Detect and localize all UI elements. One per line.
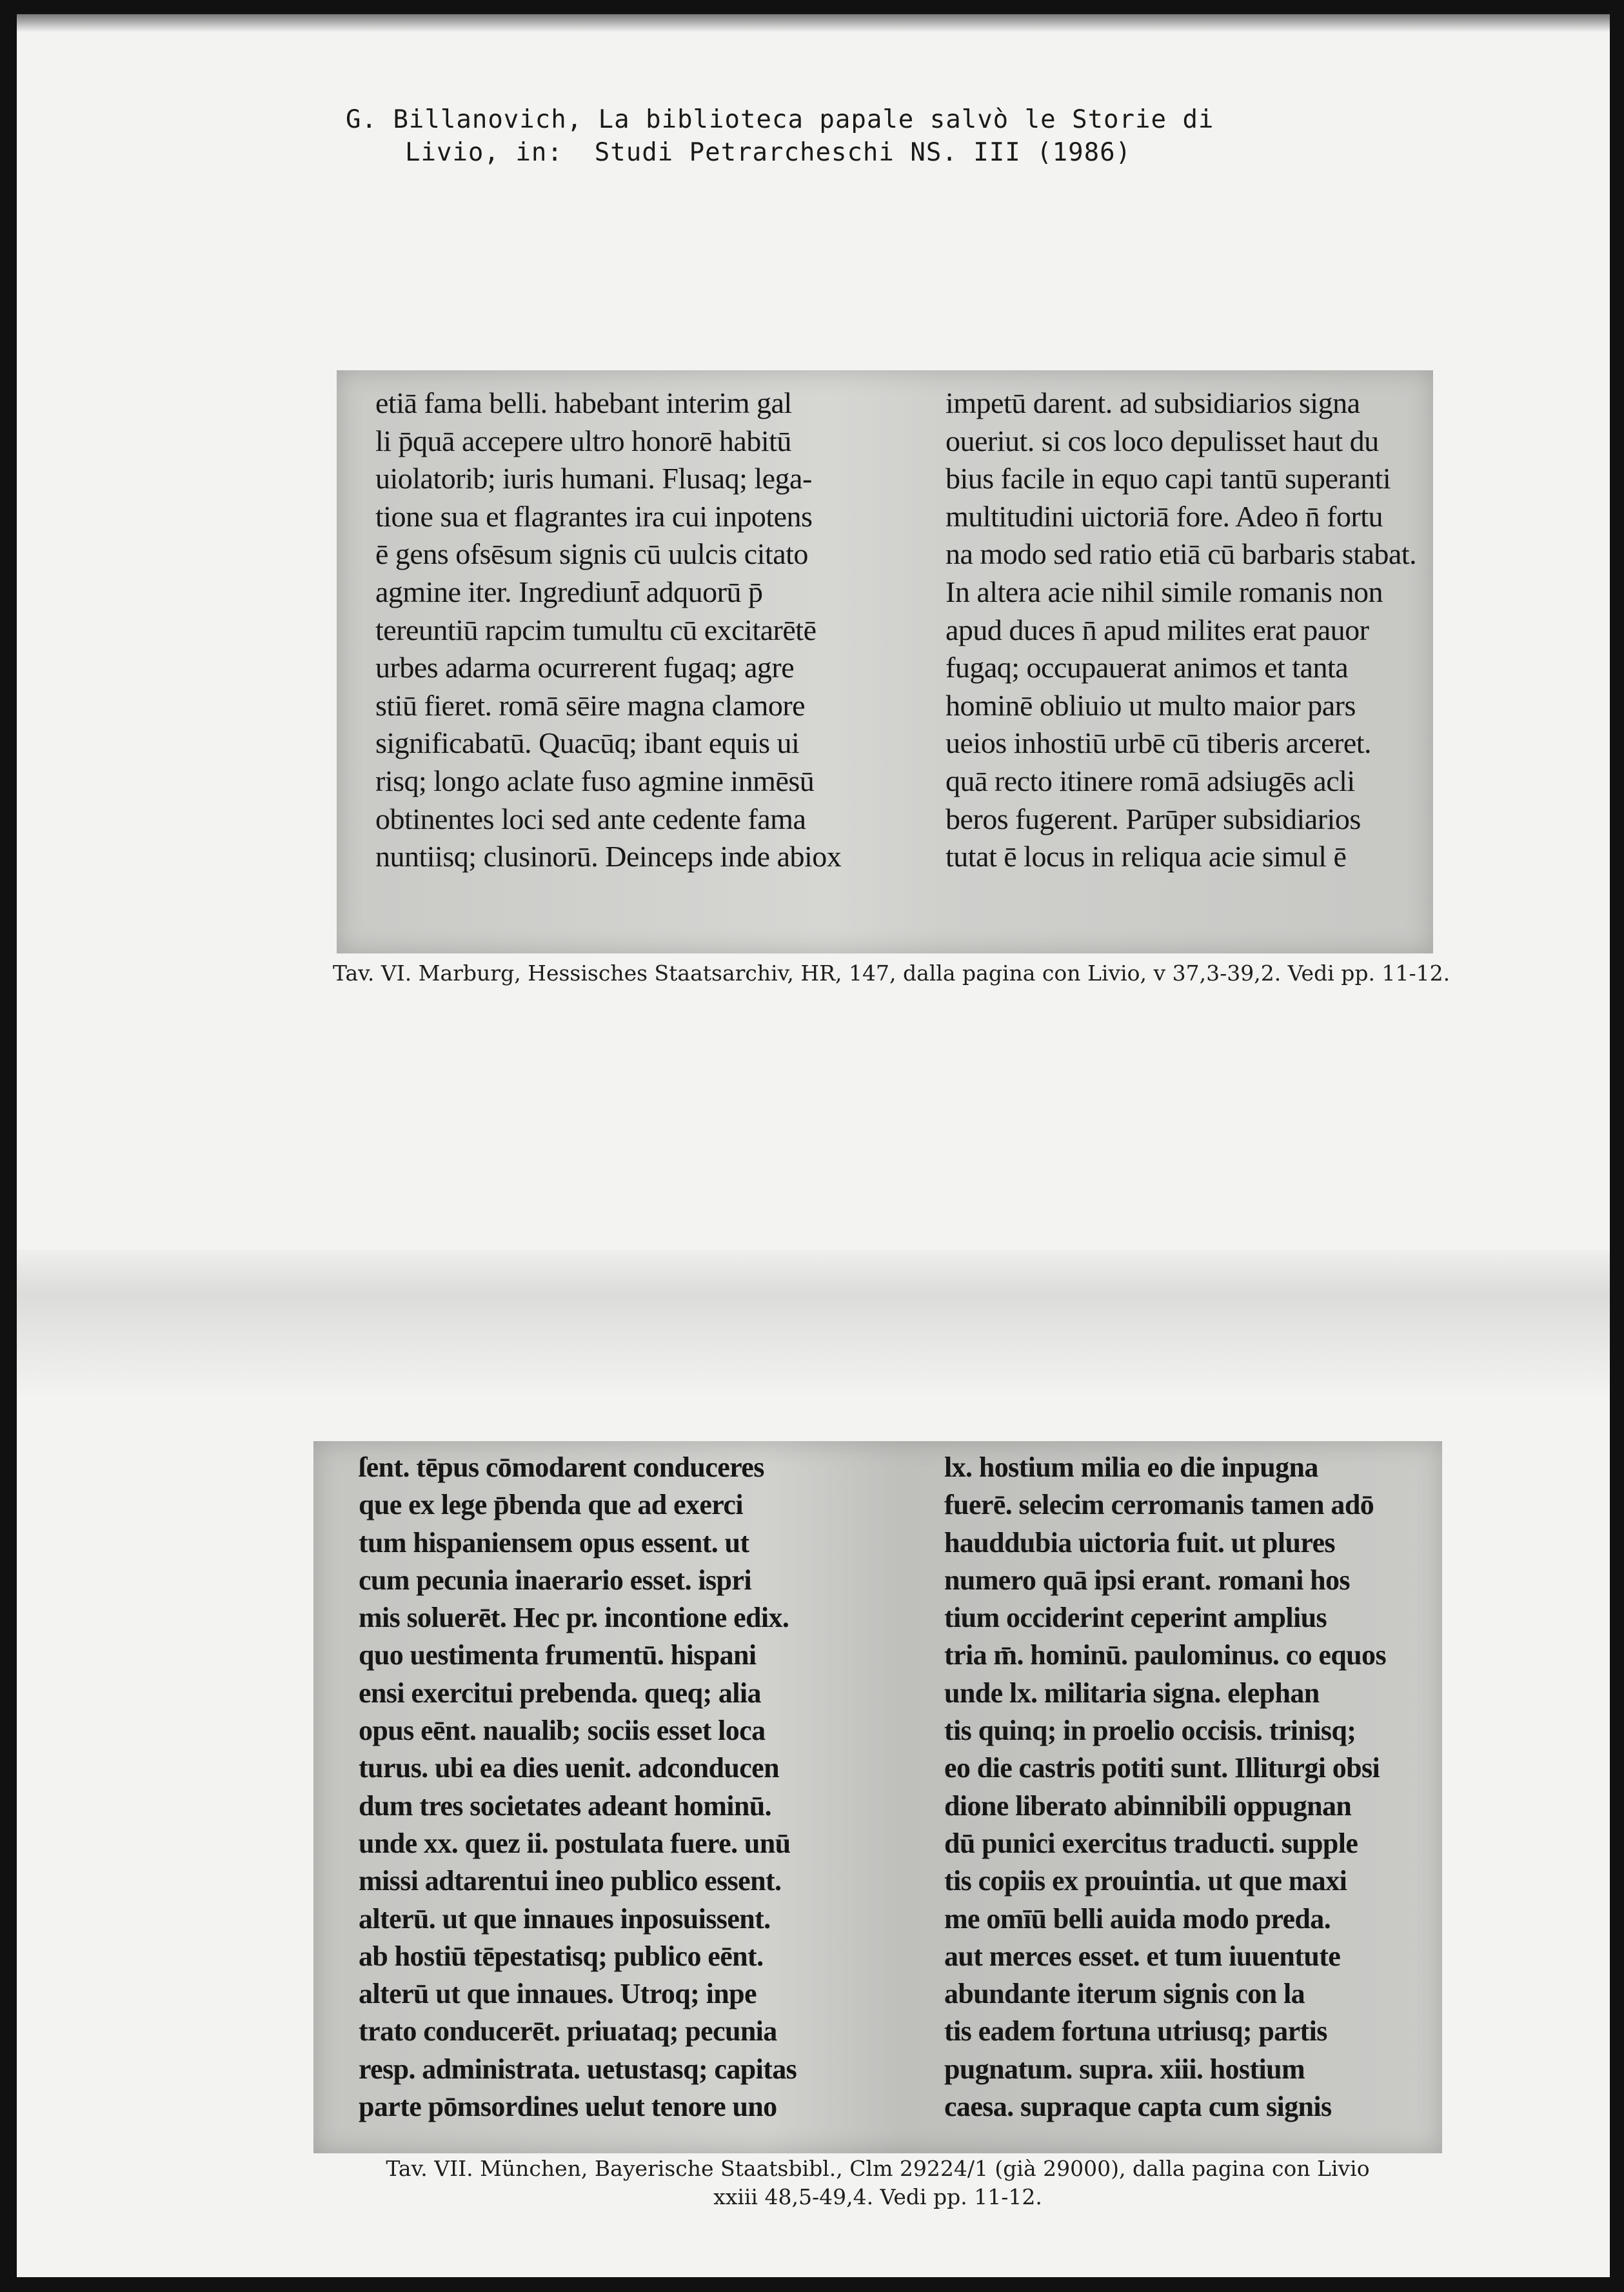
manuscript-line: ensi exercitui prebenda. queq; alia bbox=[359, 1677, 761, 1709]
manuscript-line: hauddubia uictoria fuit. ut plures bbox=[944, 1526, 1335, 1559]
manuscript-line: turus. ubi ea dies uenit. adconducen bbox=[359, 1752, 779, 1784]
manuscript-line: fuerē. selecim cerromanis tamen adō bbox=[944, 1489, 1374, 1521]
manuscript-line: risq; longo aclate fuso agmine inmēsū bbox=[375, 764, 815, 797]
manuscript-line: In altera acie nihil simile romanis non bbox=[946, 575, 1383, 608]
manuscript-line: eo die castris potiti sunt. Illiturgi obsi bbox=[944, 1752, 1380, 1784]
manuscript-line: missi adtarentui ineo publico essent. bbox=[359, 1865, 782, 1897]
manuscript-line: abundante iterum signis con la bbox=[944, 1978, 1305, 2010]
manuscript-line: uiolatorib; iuris humani. Flusaq; lega- bbox=[375, 462, 812, 495]
manuscript-line: cum pecunia inaerario esset. ispri bbox=[359, 1564, 751, 1596]
manuscript-line: li p̄quā accepere ultro honorē habitū bbox=[375, 424, 791, 457]
manuscript-line: significabatū. Quacūq; ibant equis ui bbox=[375, 726, 800, 760]
manuscript-line: caesa. supraque capta cum signis bbox=[944, 2091, 1332, 2123]
manuscript-line: resp. administrata. uetustasq; capitas bbox=[359, 2053, 797, 2085]
manuscript-line: hominē obliuio ut multo maior pars bbox=[946, 688, 1356, 722]
manuscript-line: dum tres societates adeant hominū. bbox=[359, 1789, 772, 1822]
manuscript-line: alterū ut que innaues. Utroq; inpe bbox=[359, 1978, 757, 2010]
manuscript-line: que ex lege p̄benda que ad exerci bbox=[359, 1489, 743, 1521]
manuscript-plate-vii bbox=[313, 1441, 1442, 2153]
manuscript-line: ueios inhostiū urbē cū tiberis arceret. bbox=[946, 726, 1372, 760]
manuscript-line: aut merces esset. et tum iuuentute bbox=[944, 1940, 1341, 1972]
manuscript-line: dū punici exercitus traducti. supple bbox=[944, 1827, 1358, 1859]
scanned-page bbox=[17, 14, 1610, 2277]
manuscript-line: ē gens ofsēsum signis cū uulcis citato bbox=[375, 537, 808, 571]
manuscript-line: multitudini uictoriā fore. Adeo n̄ fortu bbox=[946, 499, 1383, 533]
plate-vii-caption-line-2: xxiii 48,5-49,4. Vedi pp. 11-12. bbox=[713, 2184, 1042, 2209]
manuscript-line: beros fugerent. Parūper subsidiarios bbox=[946, 802, 1361, 835]
manuscript-line: pugnatum. supra. xiii. hostium bbox=[944, 2053, 1305, 2085]
header-line-1: G. Billanovich, La biblioteca papale salvò le Storie di bbox=[346, 105, 1214, 134]
manuscript-line: me omīū belli auida modo preda. bbox=[944, 1902, 1331, 1935]
manuscript-plate-vi bbox=[337, 370, 1433, 953]
manuscript-line: nuntiisq; clusinorū. Deinceps inde abiox bbox=[375, 840, 842, 873]
manuscript-line: ab hostiū tēpestatisq; publico eēnt. bbox=[359, 1940, 764, 1972]
manuscript-line: tutat ē locus in reliqua acie simul ē bbox=[946, 840, 1347, 873]
manuscript-line: alterū. ut que innaues inposuissent. bbox=[359, 1902, 771, 1935]
manuscript-line: impetū darent. ad subsidiarios signa bbox=[946, 386, 1360, 419]
manuscript-line: dione liberato abinnibili oppugnan bbox=[944, 1789, 1352, 1822]
manuscript-line: tum hispaniensem opus essent. ut bbox=[359, 1526, 749, 1559]
manuscript-line: tis eadem fortuna utriusq; partis bbox=[944, 2015, 1327, 2048]
manuscript-line: tione sua et flagrantes ira cui inpotens bbox=[375, 499, 813, 533]
manuscript-line: etiā fama belli. habebant interim gal bbox=[375, 386, 792, 419]
manuscript-line: urbes adarma ocurrerent fugaq; agre bbox=[375, 651, 795, 684]
manuscript-line: numero quā ipsi erant. romani hos bbox=[944, 1564, 1350, 1596]
plate-vi-caption: Tav. VI. Marburg, Hessisches Staatsarchiv, HR, 147, dalla pagina con Livio, v 37,3-39,2. Vedi pp. 11-12. bbox=[333, 961, 1451, 986]
plate-vii-caption-line-1: Tav. VII. München, Bayerische Staatsbibl., Clm 29224/1 (già 29000), dalla pagina con Livio bbox=[386, 2156, 1370, 2181]
plate-vii-caption bbox=[313, 2155, 1442, 2211]
manuscript-line: opus eēnt. naualib; sociis esset loca bbox=[359, 1715, 766, 1747]
manuscript-line: tis copiis ex prouintia. ut que maxi bbox=[944, 1865, 1347, 1897]
page-fold-shadow bbox=[17, 1250, 1610, 1398]
manuscript-line: tis quinq; in proelio occisis. trinisq; bbox=[944, 1715, 1356, 1747]
plate-vii-left-column bbox=[359, 1441, 797, 2126]
manuscript-line: quo uestimenta frumentū. hispani bbox=[359, 1639, 757, 1671]
bibliographic-header bbox=[346, 103, 1214, 169]
manuscript-line: unde lx. militaria signa. elephan bbox=[944, 1677, 1320, 1709]
manuscript-line: tereuntiū rapcim tumultu cū excitarētē bbox=[375, 613, 817, 646]
manuscript-line: quā recto itinere romā adsiugēs acli bbox=[946, 764, 1355, 797]
manuscript-line: tria m̄. hominū. paulominus. co equos bbox=[944, 1639, 1386, 1671]
manuscript-line: mis soluerēt. Hec pr. incontione edix. bbox=[359, 1602, 789, 1634]
manuscript-line: oueriut. si cos loco depulisset haut du bbox=[946, 424, 1379, 457]
manuscript-line: na modo sed ratio etiā cū barbaris stabat. bbox=[946, 537, 1417, 571]
manuscript-line: agmine iter. Ingrediunt̄ adquorū p̄ bbox=[375, 575, 763, 608]
manuscript-line: tium occiderint ceperint amplius bbox=[944, 1602, 1327, 1634]
manuscript-line: fugaq; occupauerat animos et tanta bbox=[946, 651, 1349, 684]
manuscript-line: parte pōmsordines uelut tenore uno bbox=[359, 2091, 777, 2123]
plate-vi-right-column bbox=[946, 370, 1416, 876]
manuscript-line: obtinentes loci sed ante cedente fama bbox=[375, 802, 806, 835]
scan-edge bbox=[17, 14, 1610, 32]
manuscript-line: ſent. tēpus cōmodarent conduceres bbox=[359, 1451, 764, 1483]
manuscript-line: bius facile in equo capi tantū superanti bbox=[946, 462, 1391, 495]
manuscript-line: lx. hostium milia eo die inpugna bbox=[944, 1451, 1318, 1483]
manuscript-line: trato conducerēt. priuataq; pecunia bbox=[359, 2015, 777, 2048]
manuscript-line: stiū fieret. romā sēire magna clamore bbox=[375, 688, 806, 722]
header-line-2: Livio, in: Studi Petrarcheschi NS. III (1986) bbox=[405, 138, 1132, 167]
plate-vi-left-column bbox=[375, 370, 841, 876]
plate-vii-right-column bbox=[944, 1441, 1386, 2126]
manuscript-line: apud duces n̄ apud milites erat pauor bbox=[946, 613, 1369, 646]
manuscript-line: unde xx. quez ii. postulata fuere. unū bbox=[359, 1827, 791, 1859]
